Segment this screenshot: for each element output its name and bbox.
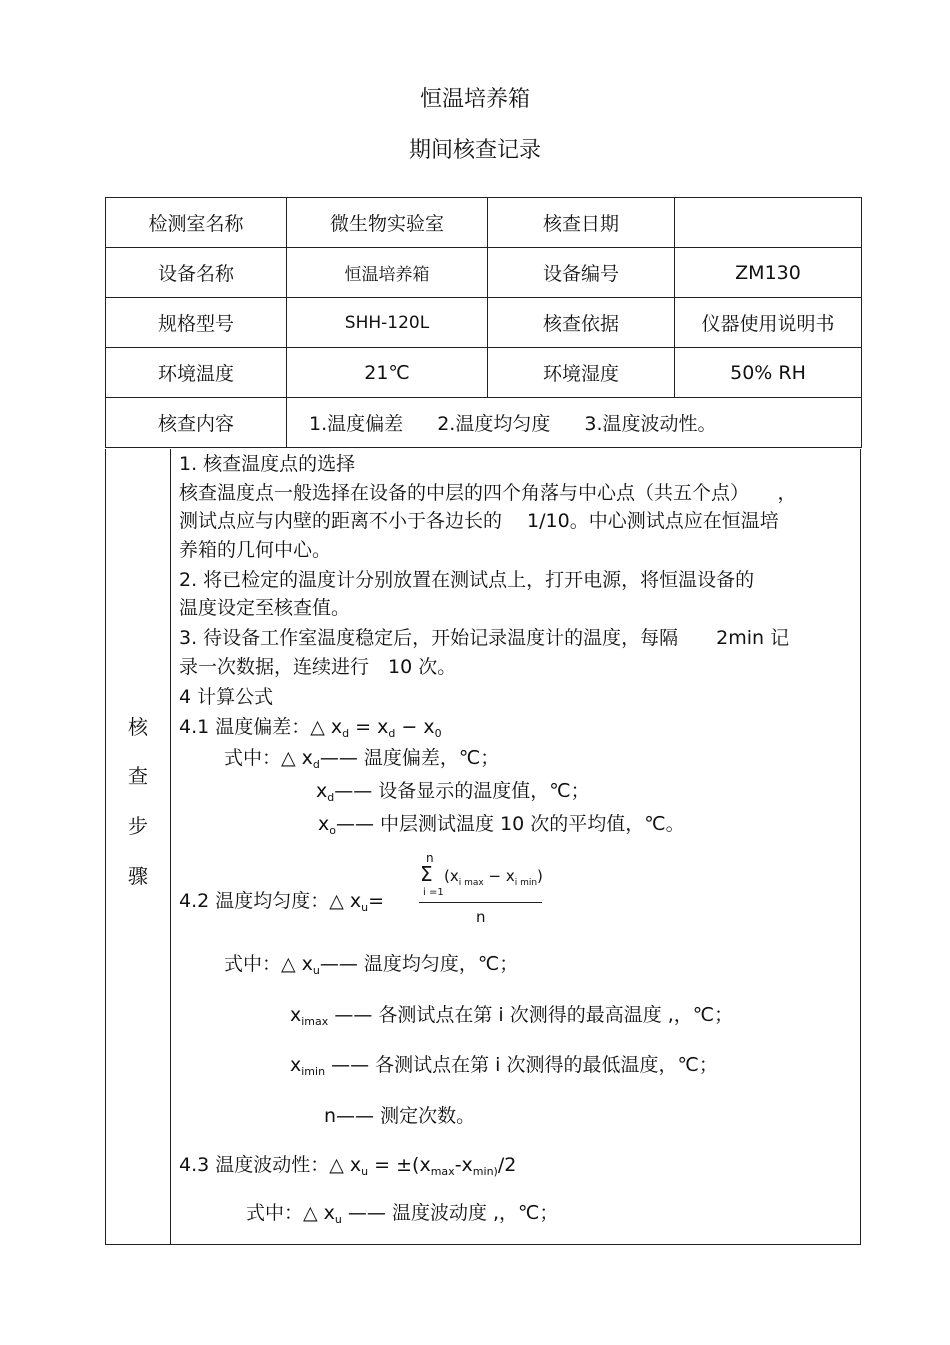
basis-value: 仪器使用说明书 (675, 298, 862, 348)
temp-label: 环境温度 (106, 348, 287, 398)
formula-4-2: 4.2 温度均匀度：△ $x_u=$ (179, 890, 385, 914)
step3-line: 3. 待设备工作室温度稳定后，开始记录温度计的温度，每隔 2min 记 (179, 627, 790, 649)
table-row (106, 398, 862, 448)
formula-4-3-where: 式中：△ $x_u$ —— 温度波动度 ,，℃； (246, 1202, 559, 1226)
formula-4-2-where: $x_{imax}$ —— 各测试点在第 i 次测得的最高温度 ,，℃； (290, 1004, 734, 1028)
content-label: 核查内容 (106, 398, 287, 448)
steps-label-char: 核 (128, 715, 148, 739)
humidity-value: 50% RH (675, 348, 862, 398)
humidity-label: 环境湿度 (488, 348, 675, 398)
document-subtitle: 期间核查记录 (408, 138, 541, 163)
formula-4-2-where: n—— 测定次数。 (324, 1105, 476, 1127)
temp-value: 21℃ (287, 348, 488, 398)
step1-line: 核查温度点一般选择在设备的中层的四个角落与中心点（共五个点） ， (179, 482, 797, 504)
device-value: 恒温培养箱 (287, 248, 488, 298)
content-item: 1.温度偏差 (309, 413, 404, 435)
step2-line: 2. 将已检定的温度计分别放置在测试点上，打开电源，将恒温设备的 (179, 569, 755, 591)
formula-4-2-where: $x_{imin}$ —— 各测试点在第 i 次测得的最低温度，℃； (290, 1054, 718, 1078)
formula-4-1-where: 式中：△ $x_d——$ 温度偏差，℃； (224, 747, 500, 771)
formula-4-1-where: $x_o——$ 中层测试温度 10 次的平均值，℃。 (318, 813, 685, 837)
device-label: 设备名称 (106, 248, 287, 298)
step1-title: 1. 核查温度点的选择 (179, 453, 356, 475)
model-value: SHH-120L (287, 298, 488, 348)
step2-line: 温度设定至核查值。 (179, 597, 351, 619)
document-title: 恒温培养箱 (419, 87, 530, 112)
steps-label-char: 查 (128, 764, 148, 788)
formula-4-1-where: $x_d——$ 设备显示的温度值，℃； (316, 780, 590, 804)
code-value: ZM130 (675, 248, 862, 298)
table-row (106, 298, 862, 348)
table-row (106, 248, 862, 298)
code-label: 设备编号 (488, 248, 675, 298)
content-item: 2.温度均匀度 (437, 413, 551, 435)
info-table (105, 197, 862, 448)
steps-label-char: 骤 (128, 864, 148, 888)
formula-4-2-where: 式中：△ $x_u——$ 温度均匀度，℃； (224, 953, 519, 977)
sum-lower: i =1 (423, 887, 444, 898)
lab-value: 微生物实验室 (287, 198, 488, 248)
step4-title: 4 计算公式 (179, 686, 274, 708)
table-row (106, 348, 862, 398)
basis-label: 核查依据 (488, 298, 675, 348)
sigma-symbol: Σ (420, 862, 433, 886)
formula-4-1: 4.1 温度偏差：△ $x_d = x_d - x_0$ (179, 716, 442, 740)
fraction-denominator: n (476, 908, 486, 926)
content-items (287, 398, 862, 448)
lab-label: 检测室名称 (106, 198, 287, 248)
date-value (675, 198, 862, 248)
step1-line: 养箱的几何中心。 (179, 539, 332, 561)
step3-line: 录一次数据，连续进行 10 次。 (179, 656, 457, 678)
content-item: 3.温度波动性。 (584, 413, 717, 435)
table-row (106, 198, 862, 248)
fraction-bar (419, 902, 542, 903)
column-divider (170, 449, 171, 1244)
date-label: 核查日期 (488, 198, 675, 248)
formula-4-3: 4.3 温度波动性：△ $x_u = \pm(x_{max}-x_{min)}/2$ (179, 1154, 517, 1178)
model-label: 规格型号 (106, 298, 287, 348)
step1-line: 测试点应与内壁的距离不小于各边长的 1/10。中心测试点应在恒温培 (179, 510, 779, 532)
steps-label-char: 步 (128, 814, 148, 838)
fraction-numerator: $(x_{i max} - x_{i min})$ (444, 867, 543, 888)
sum-upper: n (426, 851, 434, 865)
